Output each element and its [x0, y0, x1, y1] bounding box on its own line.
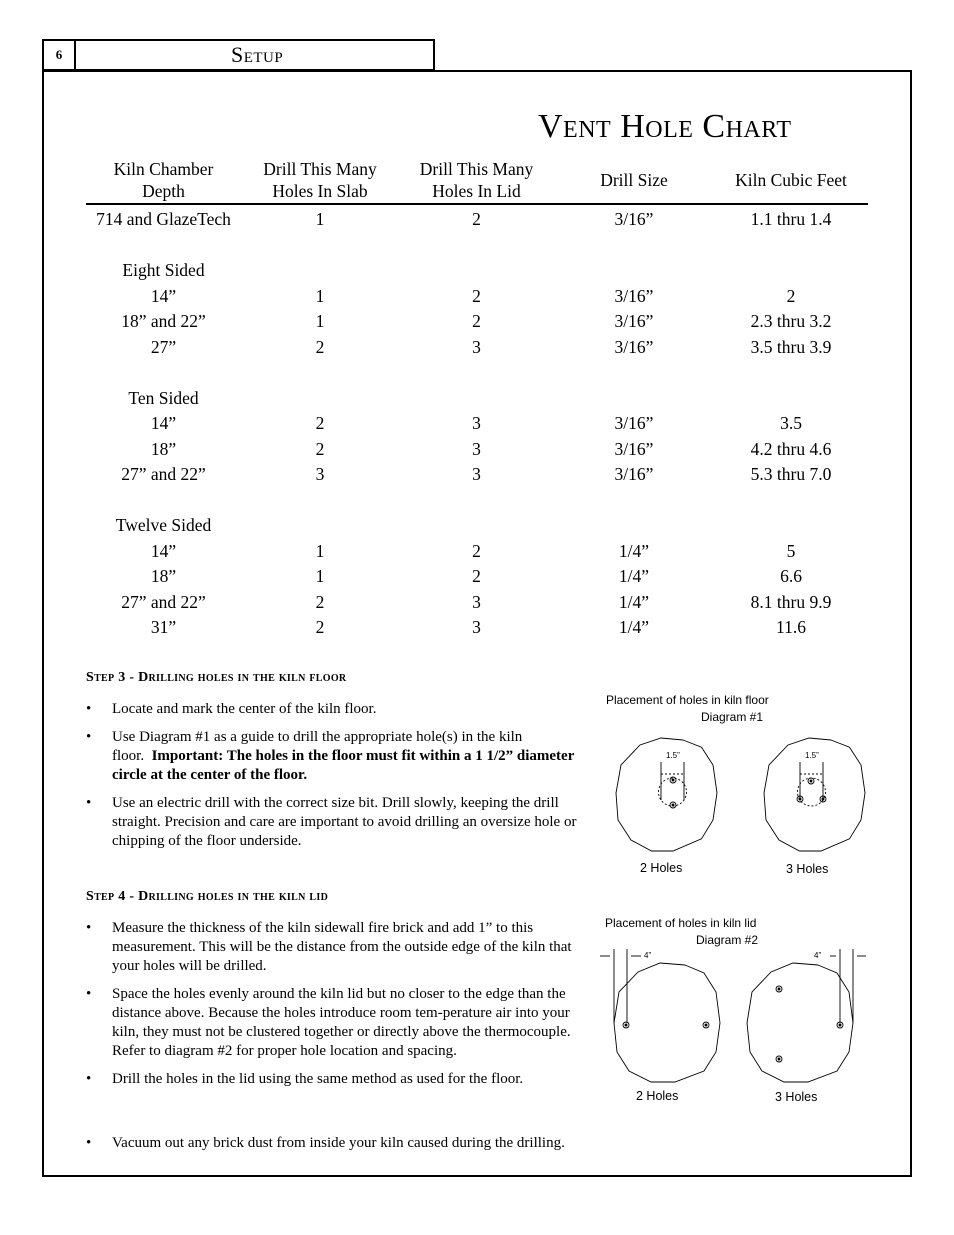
list-item: • Locate and mark the center of the kiln floor. — [86, 701, 377, 717]
table-cell: 714 and GlazeTech — [96, 209, 231, 230]
table-cell: 3.5 — [780, 413, 802, 434]
table-cell: 18” and 22” — [121, 311, 206, 332]
list-item: • Drill the holes in the lid using the same method as used for the floor. — [86, 1071, 524, 1087]
table-cell — [714, 386, 868, 412]
table-cell — [399, 258, 554, 284]
list-item: • Use Diagram #1 as a guide to drill the appropriate hole(s) in the kiln floor. Important: The holes in the floor must fit within a 1 1/2” diameter circle at the center of the floor. — [86, 729, 575, 783]
table-cell: 3 — [472, 438, 481, 459]
table-cell: 6.6 — [780, 566, 802, 587]
table-cell — [554, 233, 714, 259]
table-cell: 11.6 — [776, 617, 806, 638]
table-cell: 1 — [315, 209, 325, 230]
table-cell: 3/16” — [614, 464, 654, 485]
table-cell: 1 — [315, 566, 325, 587]
diagram1-number: Diagram #1 — [701, 710, 764, 724]
table-cell: 2 — [786, 285, 796, 306]
table-cell: Eight Sided — [122, 260, 205, 281]
table-cell — [554, 386, 714, 412]
step4-list — [86, 919, 576, 1098]
step3-list — [86, 700, 586, 860]
table-cell: 27” — [150, 336, 177, 357]
table-row — [86, 513, 868, 539]
table-cell: 3/16” — [614, 336, 654, 357]
table-row — [86, 386, 868, 412]
table-header-cell: Drill This Many Holes In Lid — [419, 159, 534, 201]
hole-marks — [670, 777, 826, 808]
table-cell — [399, 360, 554, 386]
bullet-icon: • — [86, 920, 92, 936]
diagram1-label-right: 3 Holes — [786, 862, 829, 876]
table-cell — [241, 386, 399, 412]
bullet-icon: • — [86, 986, 92, 1002]
table-cell: 3 — [472, 413, 481, 434]
table-cell — [554, 258, 714, 284]
section-title-box — [74, 39, 435, 71]
table-cell — [241, 360, 399, 386]
table-cell: 14” — [150, 540, 177, 561]
table-cell: 14” — [150, 413, 177, 434]
table-header-cell: Kiln Cubic Feet — [735, 170, 847, 190]
bullet-icon: • — [86, 1135, 92, 1151]
kiln-lid-outline-right — [747, 963, 853, 1082]
dimension-label: 4” — [644, 951, 652, 960]
table-cell — [241, 513, 399, 539]
table-header-row — [86, 157, 868, 205]
diagram2-label-left: 2 Holes — [636, 1089, 679, 1103]
table-row — [86, 488, 868, 514]
step3-heading: Step 3 - Drilling holes in the kiln floor — [86, 670, 347, 685]
table-cell: 18” — [150, 566, 177, 587]
table-cell: 3 — [472, 591, 481, 612]
table-cell — [241, 233, 399, 259]
list-item: • Measure the thickness of the kiln sidewall fire brick and add 1” to this measurement. This will be the distance from the outside edge of the kiln that your holes will be drilled. — [86, 920, 572, 974]
table-cell: 2 — [315, 336, 325, 357]
table-row — [86, 233, 868, 259]
table-cell: 5 — [786, 540, 796, 561]
table-cell: 3 — [472, 617, 481, 638]
table-cell: 1 — [315, 540, 325, 561]
table-cell: 27” and 22” — [121, 464, 206, 485]
table-cell: 3/16” — [614, 311, 654, 332]
table-cell: 3/16” — [614, 285, 654, 306]
diagram2-caption: Placement of holes in kiln lid — [605, 916, 757, 930]
table-cell — [399, 488, 554, 514]
table-cell: 1/4” — [618, 617, 650, 638]
table-cell: 1 — [315, 285, 325, 306]
diagram2-figure — [596, 945, 886, 1090]
table-cell: 1/4” — [618, 540, 650, 561]
table-cell: 2.3 thru 3.2 — [750, 311, 832, 332]
table-cell: 2 — [472, 209, 481, 230]
table-row — [86, 411, 868, 437]
table-cell — [714, 488, 868, 514]
table-cell: 27” and 22” — [121, 591, 206, 612]
diagram1-figure — [606, 730, 876, 860]
table-cell: 4.2 thru 4.6 — [750, 438, 832, 459]
page-number: 6 — [42, 39, 76, 71]
list-item: • Use an electric drill with the correct size bit. Drill slowly, keeping the drill straight. Precision and care are important to avoid drilling an oversize hole or chipping of the floor underside. — [86, 795, 577, 849]
table-row — [86, 284, 868, 310]
diagram2-label-right: 3 Holes — [775, 1090, 818, 1104]
table-row — [86, 335, 868, 361]
table-cell — [399, 233, 554, 259]
table-row — [86, 462, 868, 488]
table-cell: 2 — [315, 617, 325, 638]
chart-title: Vent Hole Chart — [538, 108, 792, 145]
table-cell: 3/16” — [614, 209, 654, 230]
table-cell: 2 — [472, 566, 481, 587]
table-cell: 3 — [315, 464, 325, 485]
table-row — [86, 590, 868, 616]
table-cell — [86, 488, 241, 514]
dimension-label: 1.5” — [666, 751, 680, 760]
diagram2-number: Diagram #2 — [696, 933, 759, 947]
diagram1-caption: Placement of holes in kiln floor — [606, 693, 769, 707]
table-cell: 18” — [150, 438, 177, 459]
table-cell: 5.3 thru 7.0 — [750, 464, 832, 485]
table-cell: 2 — [315, 413, 325, 434]
table-header-cell: Drill This Many Holes In Slab — [263, 159, 377, 201]
bullet-icon: • — [86, 795, 92, 811]
table-cell — [86, 360, 241, 386]
list-item: • Vacuum out any brick dust from inside your kiln caused during the drilling. — [86, 1135, 565, 1151]
table-body — [86, 207, 868, 641]
table-cell: 8.1 thru 9.9 — [750, 591, 832, 612]
table-cell: 1/4” — [618, 591, 650, 612]
table-row — [86, 615, 868, 641]
table-cell: Twelve Sided — [115, 515, 212, 536]
section-title: Setup — [231, 42, 284, 67]
dimension-label: 4” — [814, 951, 822, 960]
table-row — [86, 360, 868, 386]
table-cell: 1 — [315, 311, 325, 332]
table-cell: 14” — [150, 285, 177, 306]
table-header-cell: Drill Size — [600, 170, 668, 190]
table-cell: 2 — [315, 438, 325, 459]
table-cell: Ten Sided — [128, 387, 199, 408]
table-cell — [714, 233, 868, 259]
table-cell — [399, 513, 554, 539]
table-cell — [241, 488, 399, 514]
table-cell — [241, 258, 399, 284]
table-cell — [86, 233, 241, 259]
table-cell: 3 — [472, 464, 481, 485]
list-item: • Space the holes evenly around the kiln lid but no closer to the edge than the distance above. Because the holes introduce room tem-perature air into your kiln, they must not be clustered together or directly above the thermocouple. Refer to diagram #2 for proper hole location and spacing. — [86, 986, 571, 1059]
table-cell: 3 — [472, 336, 481, 357]
table-cell — [714, 360, 868, 386]
dimension-label: 1.5” — [805, 751, 819, 760]
table-cell: 2 — [472, 540, 481, 561]
table-header-cell: Kiln Chamber Depth — [113, 159, 214, 201]
table-cell — [714, 258, 868, 284]
bullet-icon: • — [86, 701, 92, 717]
table-cell: 31” — [150, 617, 177, 638]
table-row — [86, 539, 868, 565]
bullet-icon: • — [86, 1071, 92, 1087]
step4-list-last — [86, 1134, 706, 1162]
table-cell — [399, 386, 554, 412]
table-cell — [554, 488, 714, 514]
table-cell: 3/16” — [614, 413, 654, 434]
table-cell — [554, 513, 714, 539]
diagram1-label-left: 2 Holes — [640, 861, 683, 875]
bullet-icon: • — [86, 729, 92, 745]
table-cell: 3/16” — [614, 438, 654, 459]
table-row — [86, 309, 868, 335]
table-cell: 2 — [472, 311, 481, 332]
table-cell — [714, 513, 868, 539]
table-cell: 1.1 thru 1.4 — [750, 209, 832, 230]
table-cell — [554, 360, 714, 386]
table-cell: 3.5 thru 3.9 — [750, 336, 832, 357]
hole-marks — [623, 986, 843, 1062]
table-row — [86, 564, 868, 590]
table-cell: 1/4” — [618, 566, 650, 587]
step4-heading: Step 4 - Drilling holes in the kiln lid — [86, 889, 329, 904]
vent-hole-table — [86, 157, 868, 641]
table-cell: 2 — [472, 285, 481, 306]
table-row — [86, 258, 868, 284]
table-row — [86, 437, 868, 463]
table-cell: 2 — [315, 591, 325, 612]
table-row — [86, 207, 868, 233]
